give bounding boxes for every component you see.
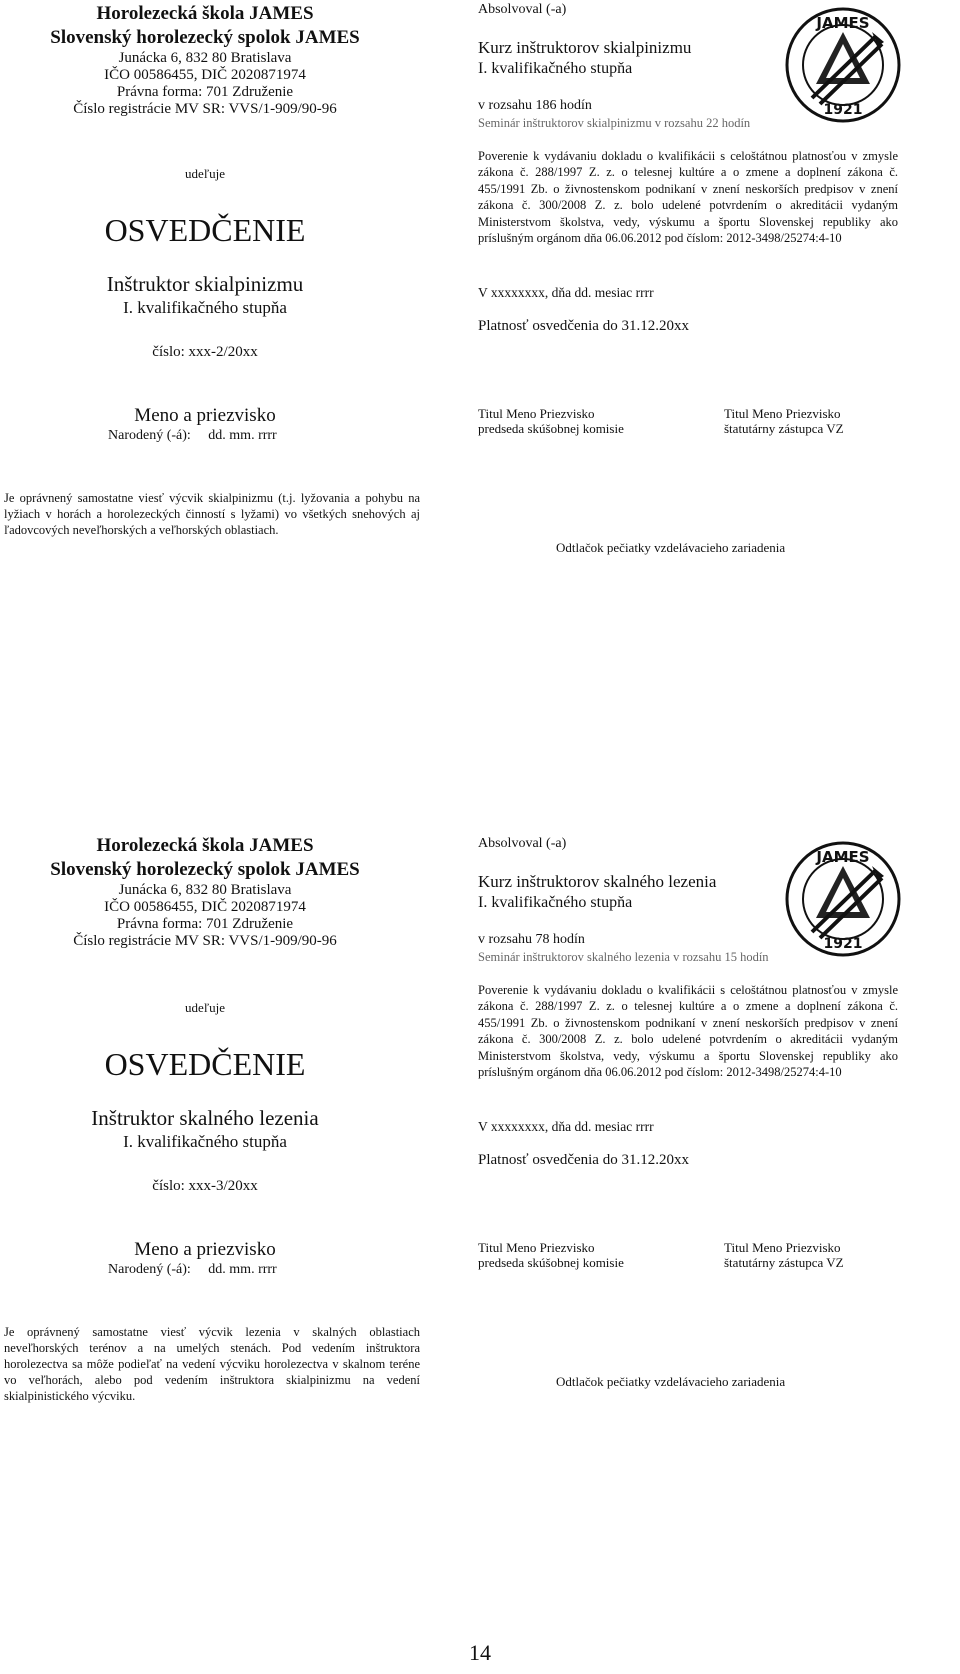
signature-chair-name: Titul Meno Priezvisko [478, 406, 595, 421]
school-legal-form: Právna forma: 701 Združenie [116, 84, 294, 100]
entitlement-text: Je oprávnený samostatne viesť výcvik skialpinizmu (t.j. lyžovania a pohybu na lyžiach v horách a horolezeckých činností s lyžami) vo všetkých snehových aj ľadovcových neveľhorských a veľhorských oblastiach. [4, 491, 420, 537]
course-hours: v rozsahu 186 hodín [478, 98, 592, 113]
course-level: I. kvalifikačného stupňa [478, 60, 633, 77]
school-ico: IČO 00586455, DIČ 2020871974 [104, 899, 306, 915]
emblem-top-text: JAMES [816, 14, 870, 32]
emblem-bottom-text: 1921 [823, 102, 863, 118]
certificate-title: OSVEDČENIE [104, 1046, 306, 1082]
signature-chair [478, 406, 624, 436]
school-registration: Číslo registrácie MV SR: VVS/1-909/90-96 [73, 101, 337, 117]
school-ico: IČO 00586455, DIČ 2020871974 [104, 67, 306, 83]
course-name: Kurz inštruktorov skalného lezenia [478, 872, 717, 891]
seminar-hours: Seminár inštruktorov skialpinizmu v rozsahu 22 hodín [478, 116, 751, 130]
validity: Platnosť osvedčenia do 31.12.20xx [478, 1152, 689, 1168]
school-name: Horolezecká škola JAMES [96, 3, 314, 24]
certificate-title: OSVEDČENIE [104, 212, 306, 248]
school-name: Horolezecká škola JAMES [96, 835, 314, 856]
completed-label: Absolvoval (-a) [478, 836, 567, 851]
certificate-role: Inštruktor skalného lezenia [91, 1106, 319, 1130]
awards-label: udeľuje [185, 1000, 225, 1015]
page-number: 14 [469, 1640, 491, 1665]
club-name: Slovenský horolezecký spolok JAMES [50, 27, 360, 48]
signature-statutory [724, 1240, 844, 1270]
course-name: Kurz inštruktorov skialpinizmu [478, 38, 692, 57]
club-name: Slovenský horolezecký spolok JAMES [50, 859, 360, 880]
certificate-level: I. kvalifikačného stupňa [123, 298, 287, 317]
school-legal-form: Právna forma: 701 Združenie [116, 916, 294, 932]
validity: Platnosť osvedčenia do 31.12.20xx [478, 318, 689, 334]
certificate-role: Inštruktor skialpinizmu [106, 272, 304, 296]
signature-statutory-role: štatutárny zástupca VZ [724, 1255, 844, 1270]
holder-name: Meno a priezvisko [134, 405, 276, 426]
school-header [40, 834, 370, 950]
signature-statutory-name: Titul Meno Priezvisko [724, 406, 841, 421]
school-address: Junácka 6, 832 80 Bratislava [118, 50, 292, 66]
school-address: Junácka 6, 832 80 Bratislava [118, 882, 292, 898]
course-hours: v rozsahu 78 hodín [478, 932, 585, 947]
holder-born: Narodený (-á): dd. mm. rrrr [108, 1262, 277, 1277]
signature-chair-role: predseda skúšobnej komisie [478, 1255, 624, 1270]
certificate-level: I. kvalifikačného stupňa [123, 1132, 287, 1151]
awards-label: udeľuje [185, 166, 225, 181]
stamp-placeholder: Odtlačok pečiatky vzdelávacieho zariadenia [556, 540, 786, 555]
completed-label: Absolvoval (-a) [478, 2, 567, 17]
signature-chair [478, 1240, 624, 1270]
stamp-placeholder: Odtlačok pečiatky vzdelávacieho zariadenia [556, 1374, 786, 1389]
signature-statutory-name: Titul Meno Priezvisko [724, 1240, 841, 1255]
authorization-text: Poverenie k vydávaniu dokladu o kvalifikácii s celoštátnou platnosťou v zmysle zákona č. 288/1997 Z. z. o telesnej kultúre a o zmene a doplnení zákona č. 455/1991 Zb. o živnostenskom podnikaní v znení neskorších predpisov v znení zákona č. 300/2008 Z. z. bolo udelené potvrdením o akreditácii vydaným Ministerstvom školstva, vedy, výskumu a športu Slovenskej republiky ako príslušným orgánom dňa 06.06.2012 pod číslom: 2012-3498/25274:4-10 [478, 149, 898, 246]
entitlement-text: Je oprávnený samostatne viesť výcvik lezenia v skalných oblastiach neveľhorských terénov a na umelých stenách. Pod vedením inštruktora horolezectva sa môže podieľať na vedení výcviku horolezectva v skalnom teréne vo veľhorách, alebo pod vedením inštruktora skialpinizmu na vedení skialpinistického výcviku. [4, 1325, 420, 1403]
signature-statutory [724, 406, 844, 436]
certificate-number: číslo: xxx-3/20xx [152, 1178, 258, 1194]
james-emblem [784, 840, 902, 958]
signature-statutory-role: štatutárny zástupca VZ [724, 421, 844, 436]
school-header [40, 2, 370, 118]
james-emblem [784, 6, 902, 124]
holder-born: Narodený (-á): dd. mm. rrrr [108, 428, 277, 443]
seminar-hours: Seminár inštruktorov skalného lezenia v rozsahu 15 hodín [478, 950, 769, 964]
emblem-bottom-text: 1921 [823, 936, 863, 952]
authorization-text: Poverenie k vydávaniu dokladu o kvalifikácii s celoštátnou platnosťou v zmysle zákona č. 288/1997 Z. z. o telesnej kultúre a o zmene a doplnení zákona č. 455/1991 Zb. o živnostenskom podnikaní v znení neskorších predpisov v znení zákona č. 300/2008 Z. z. bolo udelené potvrdením o akreditácii vydaným Ministerstvom školstva, vedy, výskumu a športu Slovenskej republiky ako príslušným orgánom dňa 06.06.2012 pod číslom: 2012-3498/25274:4-10 [478, 983, 898, 1080]
place-date: V xxxxxxxx, dňa dd. mesiac rrrr [478, 1119, 654, 1134]
signature-chair-name: Titul Meno Priezvisko [478, 1240, 595, 1255]
holder-name: Meno a priezvisko [134, 1239, 276, 1260]
certificate-number: číslo: xxx-2/20xx [152, 344, 258, 360]
course-level: I. kvalifikačného stupňa [478, 894, 633, 911]
signature-chair-role: predseda skúšobnej komisie [478, 421, 624, 436]
school-registration: Číslo registrácie MV SR: VVS/1-909/90-96 [73, 933, 337, 949]
place-date: V xxxxxxxx, dňa dd. mesiac rrrr [478, 285, 654, 300]
emblem-top-text: JAMES [816, 848, 870, 866]
